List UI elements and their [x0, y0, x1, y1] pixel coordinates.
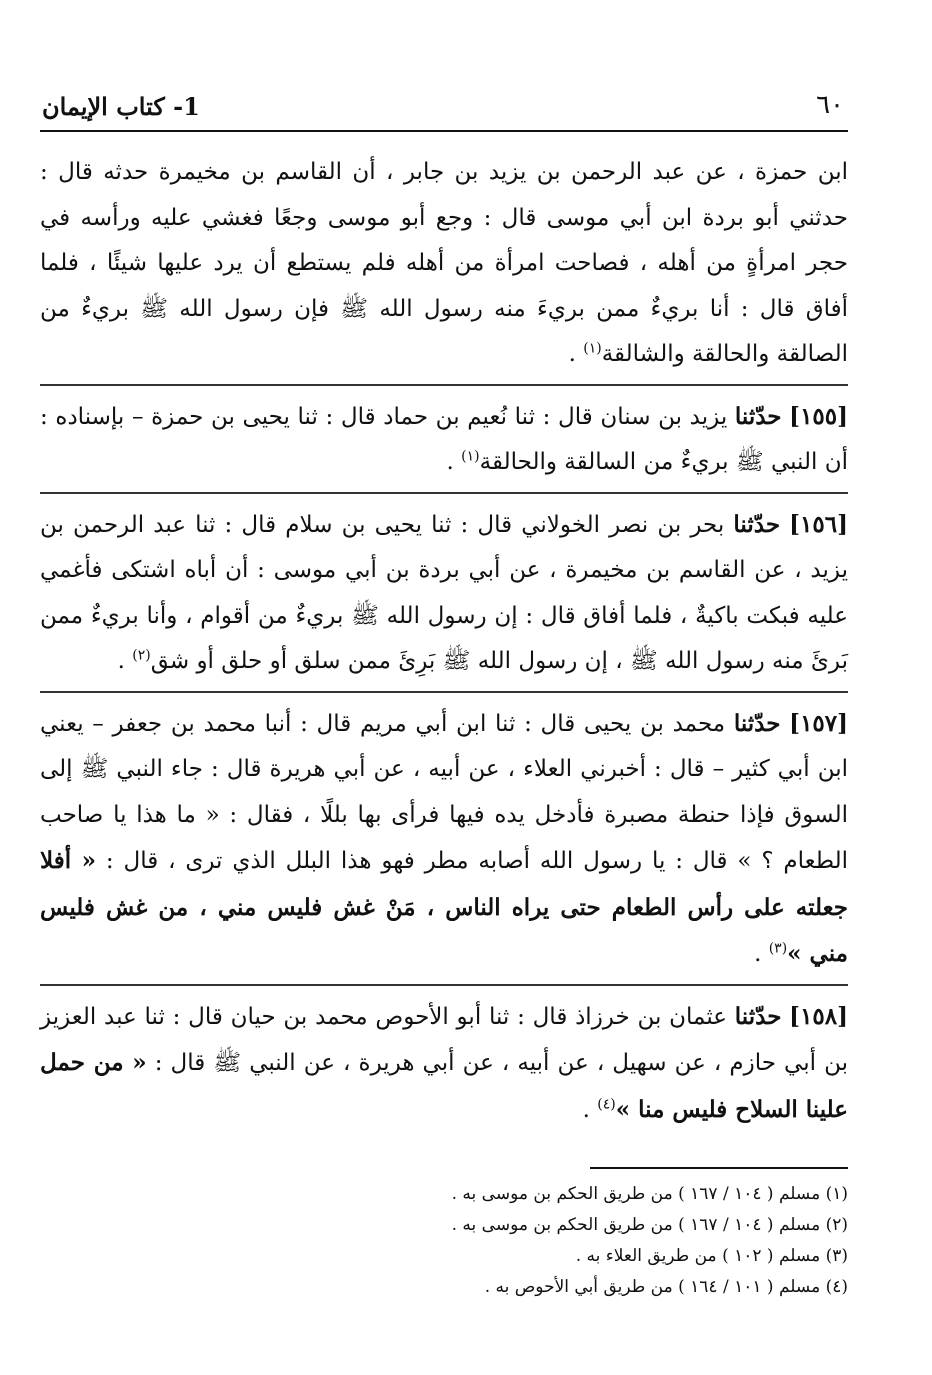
- hadith-number: [١٥٥]: [789, 402, 849, 430]
- hadith-number: [١٥٨]: [789, 1002, 849, 1030]
- hadith-lead: حدّثنا: [734, 1002, 782, 1030]
- page-header: [40, 86, 848, 132]
- hadith-number: [١٥٦]: [789, 510, 848, 538]
- main-text: [40, 150, 848, 1133]
- footnote-1: (١) مسلم ( ١٠٤ / ١٦٧ ) من طريق الحكم بن موسى به .: [451, 1184, 848, 1204]
- footnote-ref: (١): [461, 448, 480, 465]
- hadith-lead: حدّثنا: [734, 402, 782, 430]
- hadith-text: عثمان بن خرزاذ قال : ثنا أبو الأحوص محمد بن حيان قال : ثنا عبد العزيز بن أبي حازم ، عن سهيل ، عن أبيه ، عن أبي هريرة ، عن النبي ﷺ قال :: [40, 1003, 848, 1076]
- hadith-155: [40, 384, 848, 486]
- hadith-end: .: [117, 648, 133, 674]
- footnote-ref: (١): [583, 340, 602, 357]
- footnote-ref: (٤): [597, 1095, 616, 1112]
- hadith-text: يزيد بن سنان قال : ثنا نُعيم بن حماد قال : ثنا يحيى بن حمزة – بإسناده : أن النبي ﷺ بريءٌ من السالقة والحالقة: [40, 403, 848, 475]
- hadith-157: [40, 691, 848, 978]
- footnote-ref: (٣): [768, 940, 788, 957]
- intro-paragraph: [40, 150, 848, 378]
- hadith-end: .: [582, 1096, 598, 1123]
- hadith-text: بحر بن نصر الخولاني قال : ثنا يحيى بن سلام قال : ثنا عبد الرحمن بن يزيد ، عن القاسم بن مخيمرة ، عن أبي بردة بن أبي موسى : أن أباه اشتكى فأغمي عليه فبكت باكيةٌ ، فلما أفاق قال : إن رسول الله ﷺ بريءٌ من أقوام ، وأنا بريءٌ ممن بَرئَ منه رسول الله ﷺ ، إن رسول الله ﷺ بَرِئَ ممن سلق أو حلق أو شق: [40, 511, 848, 674]
- hadith-quote: « أفلا جعلته على رأس الطعام حتى يراه الناس ، مَنْ غش فليس مني ، من غش فليس مني »: [40, 847, 848, 967]
- paragraph-text: ابن حمزة ، عن عبد الرحمن بن يزيد بن جابر ، أن القاسم بن مخيمرة حدثه قال : حدثني أبو بردة ابن أبي موسى قال : وجع أبو موسى وجعًا فغشي عليه ورأسه في حجر امرأةٍ من أهله ، فصاحت امرأة من أهله فلم يستطع أن يرد عليها شيئًا ، فلما أفاق قال : أنا بريءٌ ممن بريءَ منه رسول الله ﷺ فإن رسول الله ﷺ بريءٌ من الصالقة والحالقة والشالقة: [40, 159, 848, 367]
- hadith-end: .: [446, 449, 462, 475]
- hadith-156: [40, 492, 848, 685]
- hadith-158: [40, 984, 848, 1134]
- book-page: [40, 86, 848, 1303]
- footnotes: [40, 1179, 848, 1303]
- footnote-3: (٣) مسلم ( ١٠٢ ) من طريق العلاء به .: [575, 1246, 848, 1266]
- hadith-lead: حدّثنا: [733, 510, 781, 538]
- hadith-quote: « من حمل علينا السلاح فليس منا »: [40, 1049, 848, 1123]
- book-title: 1- كتاب الإيمان: [42, 92, 200, 121]
- page-number: ٦٠: [816, 90, 844, 120]
- hadith-end: .: [754, 941, 769, 967]
- hadith-number: [١٥٧]: [789, 709, 849, 737]
- footnote-ref: (٢): [132, 647, 151, 664]
- paragraph-end: .: [568, 341, 584, 367]
- footnote-2: (٢) مسلم ( ١٠٤ / ١٦٧ ) من طريق الحكم بن موسى به .: [451, 1215, 848, 1235]
- hadith-text: محمد بن يحيى قال : ثنا ابن أبي مريم قال : أنبا محمد بن جعفر – يعني ابن أبي كثير – قال : أخبرني العلاء ، عن أبيه ، عن أبي هريرة قال : جاء النبي ﷺ إلى السوق فإذا حنطة مصبرة فأدخل يده فيها فرأى بها بللًا ، فقال : « ما هذا يا صاحب الطعام ؟ » قال : يا رسول الله أصابه مطر فهو هذا البلل الذي ترى ، قال :: [40, 710, 848, 874]
- footnote-separator: [590, 1167, 848, 1169]
- footnote-4: (٤) مسلم ( ١٠١ / ١٦٤ ) من طريق أبي الأحوص به .: [484, 1277, 848, 1297]
- hadith-lead: حدّثنا: [733, 709, 781, 737]
